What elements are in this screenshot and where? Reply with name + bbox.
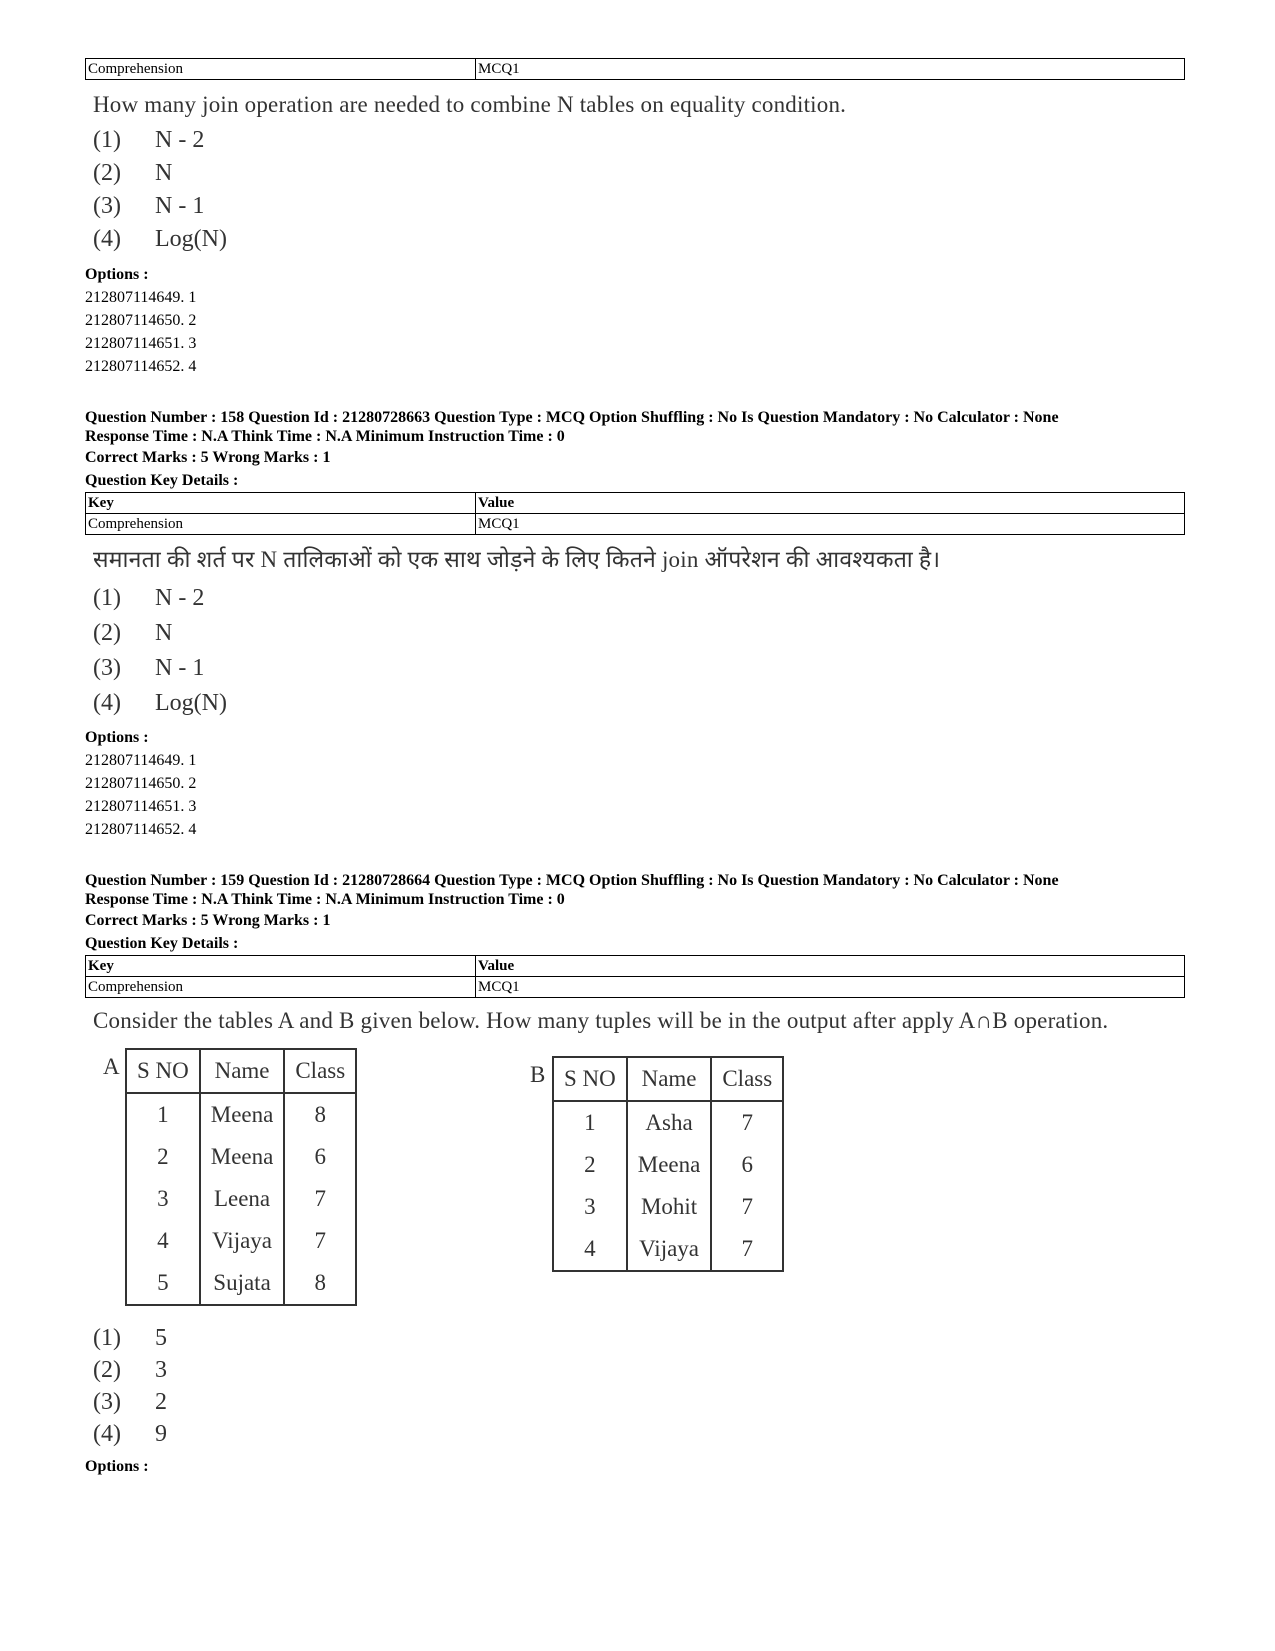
- table-header-row: [553, 1057, 783, 1101]
- relation-tables: [85, 1048, 1190, 1318]
- key-cell: Comprehension: [86, 514, 476, 535]
- option-id: 212807114652. 4: [85, 821, 197, 838]
- table-a: [103, 1048, 357, 1306]
- q159-key-table: [85, 955, 1185, 998]
- q157-key-table: [85, 58, 1185, 80]
- table-cell: Asha: [627, 1101, 712, 1144]
- table-row: [126, 1093, 356, 1136]
- option-id: 212807114652. 4: [85, 358, 197, 375]
- table-row: [553, 1186, 783, 1228]
- choice-item: (4) Log(N): [93, 226, 227, 252]
- table-b: [530, 1056, 784, 1272]
- table-cell: 1: [157, 1102, 169, 1127]
- value-cell: MCQ1: [476, 59, 1185, 80]
- table-cell: 2: [157, 1144, 169, 1169]
- options-label: Options :: [85, 1458, 149, 1475]
- choice-item: (4) 9: [93, 1420, 167, 1447]
- key-header: Key: [86, 956, 476, 977]
- question-marks: Correct Marks : 5 Wrong Marks : 1: [85, 912, 331, 929]
- table-cell: 3: [157, 1186, 169, 1211]
- table-cell: 4: [584, 1236, 596, 1261]
- option-id: 212807114650. 2: [85, 775, 197, 792]
- question-meta: Question Number : 159 Question Id : 21280728664 Question Type : MCQ Option Shuffling : No Is Question Mandatory : No Calculator : None: [85, 872, 1059, 889]
- options-label: Options :: [85, 266, 149, 283]
- table-cell: 5: [157, 1270, 169, 1295]
- column-header: Class: [711, 1057, 783, 1101]
- question-text: समानता की शर्त पर N तालिकाओं को एक साथ जोड़ने के लिए कितने join ऑपरेशन की आवश्यकता है।: [93, 547, 941, 572]
- choice-item: (3) 2: [93, 1388, 167, 1415]
- table-cell: 1: [584, 1110, 596, 1135]
- table-row: [126, 1178, 356, 1220]
- table-header-row: [86, 956, 1185, 977]
- table-cell: Meena: [200, 1093, 285, 1136]
- table-cell: 3: [584, 1194, 596, 1219]
- table-cell: 7: [284, 1220, 356, 1262]
- key-header: Key: [86, 493, 476, 514]
- question-timing: Response Time : N.A Think Time : N.A Minimum Instruction Time : 0: [85, 891, 565, 908]
- table-cell: Vijaya: [200, 1220, 285, 1262]
- q158-key-table: [85, 492, 1185, 535]
- options-label: Options :: [85, 729, 149, 746]
- option-id: 212807114650. 2: [85, 312, 197, 329]
- table-row: [126, 1220, 356, 1262]
- table-cell: 7: [711, 1228, 783, 1271]
- table-cell: Sujata: [200, 1262, 285, 1305]
- table-row: [86, 514, 1185, 535]
- table-cell: 6: [284, 1136, 356, 1178]
- value-cell: MCQ1: [476, 977, 1185, 998]
- table-a-tag: A: [103, 1054, 120, 1079]
- value-header: Value: [476, 493, 1185, 514]
- table-row: [126, 1262, 356, 1305]
- table-cell: 7: [711, 1101, 783, 1144]
- question-meta: Question Number : 158 Question Id : 21280728663 Question Type : MCQ Option Shuffling : No Is Question Mandatory : No Calculator : None: [85, 409, 1059, 426]
- table-row: [86, 59, 1185, 80]
- table-cell: Leena: [200, 1178, 285, 1220]
- table-row: [553, 1144, 783, 1186]
- choice-item: (3) N - 1: [93, 193, 205, 219]
- question-text: How many join operation are needed to combine N tables on equality condition.: [93, 92, 847, 117]
- table-cell: 7: [711, 1186, 783, 1228]
- choice-item: (1) N - 2: [93, 585, 205, 611]
- table-cell: Mohit: [627, 1186, 712, 1228]
- value-header: Value: [476, 956, 1185, 977]
- table-row: [553, 1101, 783, 1144]
- table-cell: 8: [284, 1093, 356, 1136]
- choice-list: [93, 581, 1190, 721]
- choice-item: (1) N - 2: [93, 127, 205, 153]
- column-header: Class: [284, 1049, 356, 1093]
- table-b-tag: B: [530, 1062, 546, 1087]
- option-id: 212807114651. 3: [85, 335, 197, 352]
- question-marks: Correct Marks : 5 Wrong Marks : 1: [85, 449, 331, 466]
- choice-item: (4) Log(N): [93, 690, 227, 716]
- option-id: 212807114649. 1: [85, 289, 197, 306]
- option-id: 212807114651. 3: [85, 798, 197, 815]
- table-cell: Meena: [200, 1136, 285, 1178]
- choice-item: (2) N: [93, 160, 173, 186]
- table-cell: 7: [284, 1178, 356, 1220]
- choice-item: (2) N: [93, 620, 173, 646]
- table-header-row: [86, 493, 1185, 514]
- column-header: S NO: [126, 1049, 200, 1093]
- key-cell: Comprehension: [86, 59, 476, 80]
- column-header: S NO: [553, 1057, 627, 1101]
- table-row: [126, 1136, 356, 1178]
- choice-item: (2) 3: [93, 1356, 167, 1383]
- choice-item: (3) N - 1: [93, 655, 205, 681]
- table-row: [86, 977, 1185, 998]
- question-text: Consider the tables A and B given below. How many tuples will be in the output after apply A∩B operation.: [93, 1008, 1109, 1033]
- choice-list: [93, 1322, 1190, 1450]
- table-cell: 2: [584, 1152, 596, 1177]
- table-cell: 4: [157, 1228, 169, 1253]
- key-details-label: Question Key Details :: [85, 935, 239, 952]
- column-header: Name: [200, 1049, 285, 1093]
- option-id: 212807114649. 1: [85, 752, 197, 769]
- table-header-row: [126, 1049, 356, 1093]
- value-cell: MCQ1: [476, 514, 1185, 535]
- table-cell: Meena: [627, 1144, 712, 1186]
- column-header: Name: [627, 1057, 712, 1101]
- table-cell: 6: [711, 1144, 783, 1186]
- choice-list: [93, 124, 1190, 256]
- key-details-label: Question Key Details :: [85, 472, 239, 489]
- table-row: [553, 1228, 783, 1271]
- choice-item: (1) 5: [93, 1324, 167, 1351]
- question-timing: Response Time : N.A Think Time : N.A Minimum Instruction Time : 0: [85, 428, 565, 445]
- table-cell: Vijaya: [627, 1228, 712, 1271]
- key-cell: Comprehension: [86, 977, 476, 998]
- table-cell: 8: [284, 1262, 356, 1305]
